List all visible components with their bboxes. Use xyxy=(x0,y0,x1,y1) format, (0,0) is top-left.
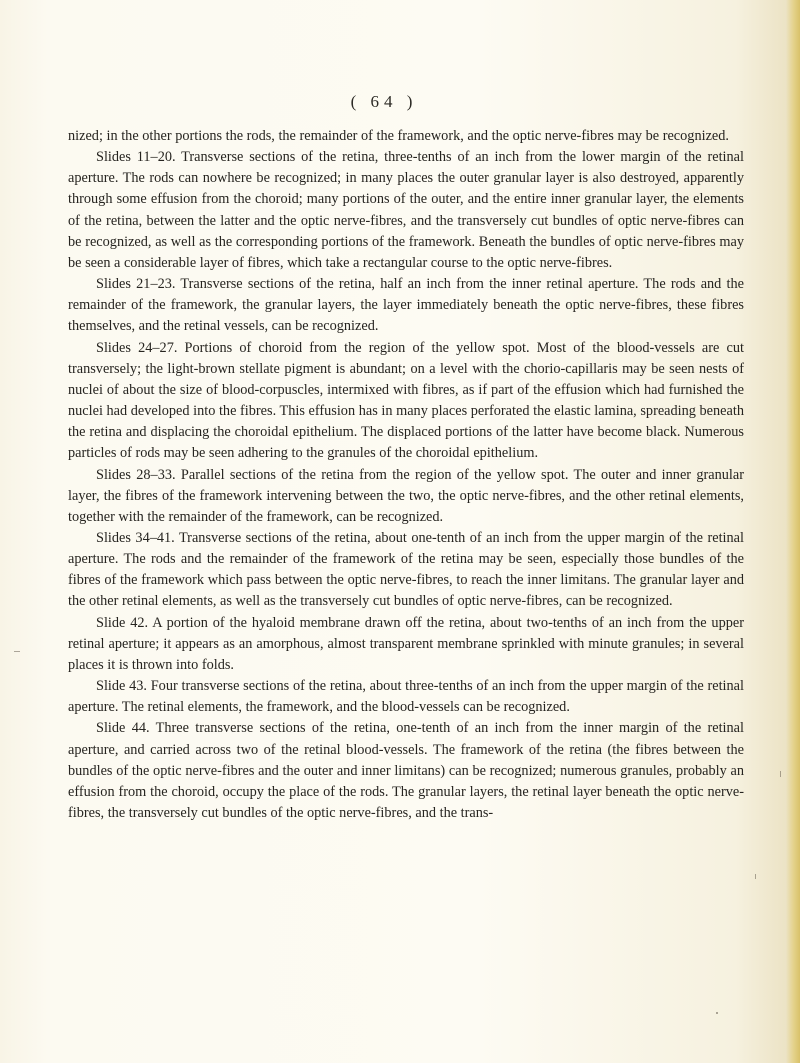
speck-mark xyxy=(755,874,756,879)
paragraph-slides-24-27: Slides 24–27. Portions of choroid from the region of the yellow spot. Most of the blood-vessels are cut transversely; the light-brown stellate pigment is abundant; on a level with the chorio-capillaris may be seen nests of nuclei of about the size of blood-corpuscles, intermixed with fibres, as if part of the effusion which had furnished the nuclei had developed into the fibres. This effusion has in many places perforated the elastic lamina, spreading beneath the retina and displacing the choroidal epithelium. The displaced portions of the latter have become black. Numerous particles of rods may be seen adhering to the granules of the choroidal epithelium. xyxy=(68,339,744,462)
paragraph-slides-34-41: Slides 34–41. Transverse sections of the retina, about one-tenth of an inch from the upper margin of the retinal aperture. The rods and the remainder of the framework of the retina may be seen, especially those bundles of the fibres of the framework which pass between the optic nerve-fibres, to reach the inner limitans. The granular layer and the other retinal elements, as well as the transversely cut bundles of optic nerve-fibres, can be recognized. xyxy=(68,529,744,610)
paragraph-slides-28-33: Slides 28–33. Parallel sections of the retina from the region of the yellow spot. The outer and inner granular layer, the fibres of the framework intervening between the two, the optic nerve-fibres, and the other retinal elements, together with the remainder of the framework, can be recognized. xyxy=(68,466,744,525)
paragraph-slides-11-20: Slides 11–20. Transverse sections of the retina, three-tenths of an inch from the lower margin of the retinal aperture. The rods can nowhere be recognized; in many places the outer granular layer is also destroyed, apparently through some effusion from the choroid; many portions of the outer, and the entire inner granular layer, the elements of the retina, between the latter and the optic nerve-fibres, and the transversely cut bundles of optic nerve-fibres can be recognized, as well as the corresponding portions of the framework. Beneath the bundles of optic nerve-fibres may be seen a considerable layer of fibres, which take a rectangular course to the optic nerve-fibres. xyxy=(68,149,744,271)
page-number: ( 64 ) xyxy=(350,92,418,111)
paragraph-slide-43: Slide 43. Four transverse sections of the retina, about three-tenths of an inch from the upper margin of the retinal aperture. The retinal elements, the framework, and the blood-vessels can be recognized. xyxy=(68,678,744,716)
speck-mark xyxy=(716,1012,718,1014)
page-edge-stain xyxy=(786,0,800,1063)
speck-mark xyxy=(780,771,781,777)
paragraph-continuation: nized; in the other portions the rods, the remainder of the framework, and the optic nerve-fibres may be recognized. xyxy=(68,128,729,144)
paragraph-slide-44: Slide 44. Three transverse sections of the retina, one-tenth of an inch from the inner margin of the retinal aperture, and carried across two of the retinal blood-vessels. The framework of the retina (the fibres between the bundles of the optic nerve-fibres and the outer and inner limitans) can be recognized; numerous granules, probably an effusion from the choroid, occupy the place of the rods. The granular layers, the retinal layer beneath the optic nerve-fibres, the transversely cut bundles of the optic nerve-fibres, and the trans- xyxy=(68,720,744,821)
body-text xyxy=(68,126,744,824)
paragraph-slide-42: Slide 42. A portion of the hyaloid membrane drawn off the retina, about two-tenths of an inch from the upper retinal aperture; it appears as an amorphous, almost transparent membrane sprinkled with minute granules; in several places it is thrown into folds. xyxy=(68,614,744,673)
speck-mark xyxy=(14,651,20,652)
paragraph-slides-21-23: Slides 21–23. Transverse sections of the retina, half an inch from the inner retinal aperture. The rods and the remainder of the framework, the granular layers, the layer immediately beneath the optic nerve-fibres, these fibres themselves, and the retinal vessels, can be recognized. xyxy=(68,276,744,335)
